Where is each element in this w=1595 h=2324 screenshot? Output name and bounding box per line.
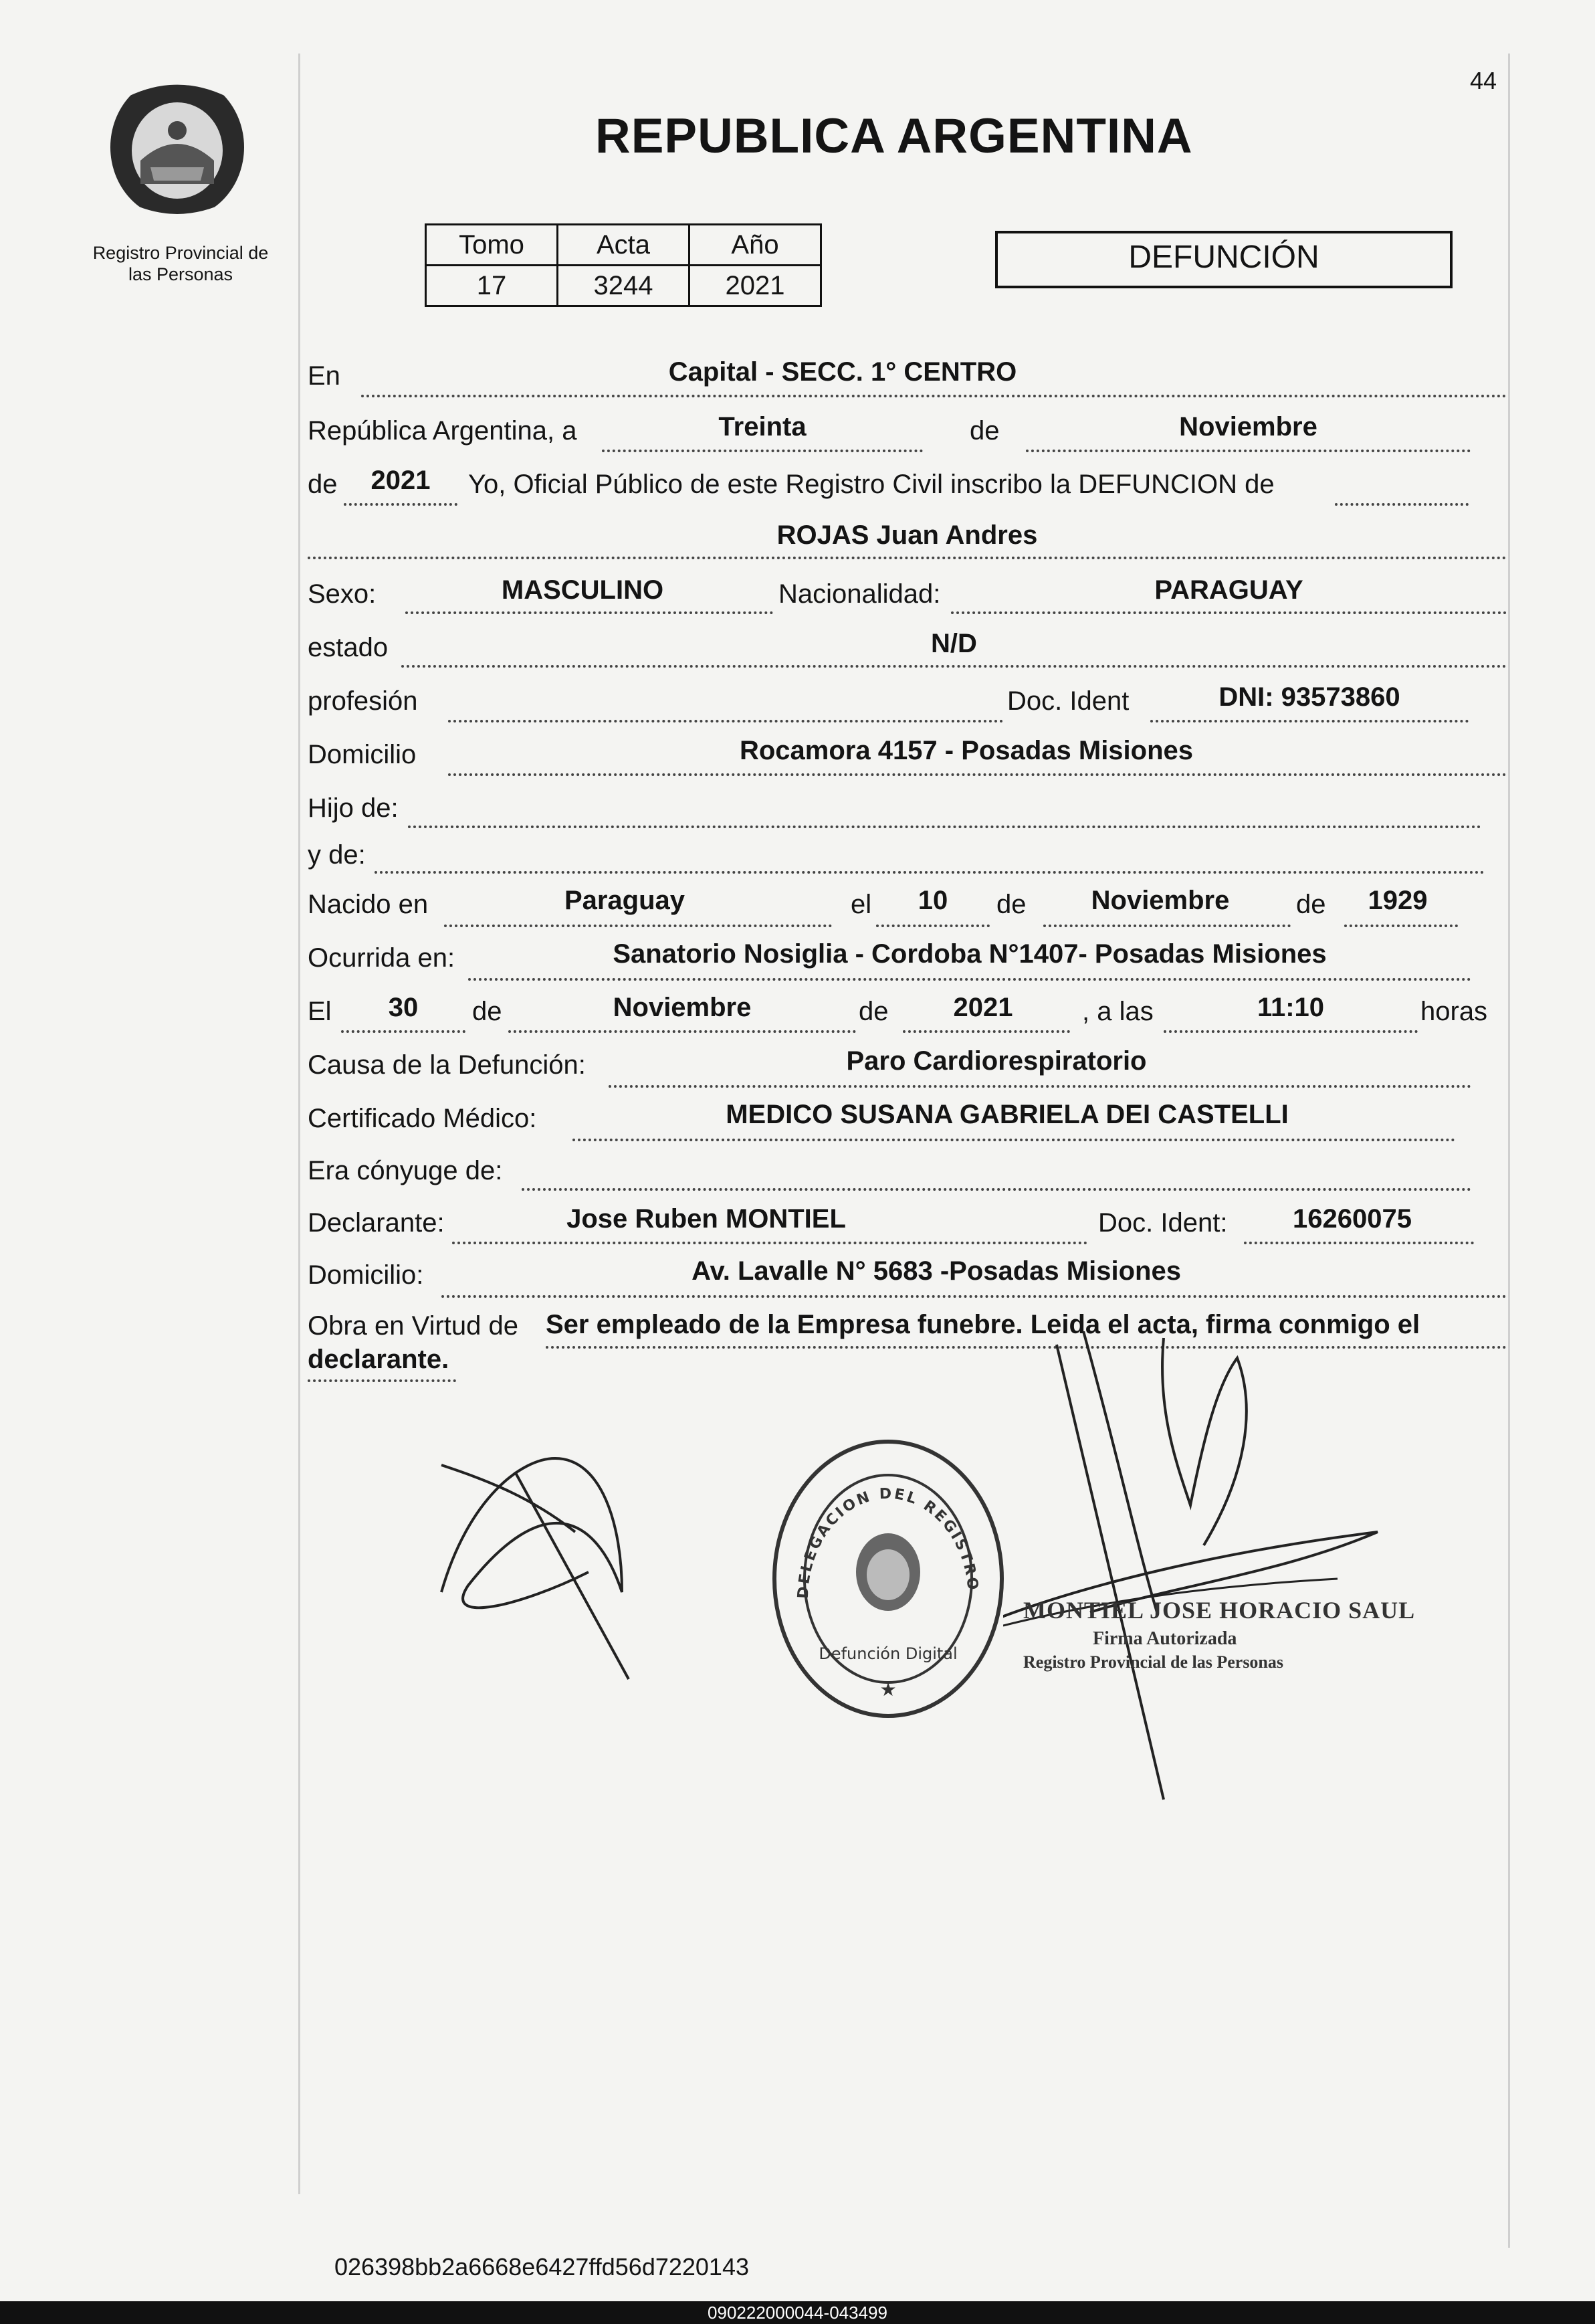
- death-day-value: 30: [388, 993, 419, 1022]
- declarante-domicilio-value: Av. Lavalle N° 5683 -Posadas Misiones: [692, 1256, 1181, 1286]
- ocurrida-dotted-line: [468, 978, 1471, 981]
- doc-ident-dotted-line: [1150, 720, 1469, 722]
- register-anio-value: 2021: [689, 266, 821, 306]
- doc-ident-label: Doc. Ident: [1007, 686, 1130, 716]
- ocurrida-value: Sanatorio Nosiglia - Cordoba N°1407- Posadas Misiones: [613, 939, 1327, 969]
- register-acta-value: 3244: [558, 266, 689, 306]
- conyuge-dotted-line: [522, 1188, 1471, 1191]
- ocurrida-label: Ocurrida en:: [308, 943, 455, 973]
- month-de-label: de: [970, 416, 1000, 446]
- profesion-label: profesión: [308, 686, 418, 716]
- month-dotted-line: [1026, 450, 1471, 452]
- name-dotted-line: [308, 557, 1507, 559]
- declarante-doc-label: Doc. Ident:: [1098, 1208, 1228, 1238]
- document-hash: 026398bb2a6668e6427ffd56d7220143: [334, 2253, 749, 2281]
- death-year-dotted-line: [903, 1030, 1070, 1033]
- declarante-dotted-line: [452, 1242, 1087, 1244]
- domicilio-value: Rocamora 4157 - Posadas Misiones: [739, 736, 1194, 765]
- death-month-de-label: de: [472, 997, 502, 1026]
- certificado-dotted-line: [572, 1139, 1455, 1141]
- hijo-label: Hijo de:: [308, 793, 399, 823]
- declarante-doc-value: 16260075: [1293, 1204, 1412, 1234]
- domicilio-label: Domicilio: [308, 740, 417, 769]
- yde-dotted-line: [375, 871, 1485, 874]
- year-de-label: de: [308, 470, 338, 499]
- estado-label: estado: [308, 633, 389, 662]
- register-header-row: [426, 225, 821, 266]
- authorized-role: Firma Autorizada: [1093, 1628, 1237, 1649]
- official-dotted-line: [1335, 503, 1469, 506]
- logo-caption: [67, 242, 294, 285]
- causa-value: Paro Cardiorespiratorio: [846, 1046, 1147, 1076]
- causa-label: Causa de la Defunción:: [308, 1050, 586, 1080]
- death-day-dotted-line: [341, 1030, 465, 1033]
- declarante-label: Declarante:: [308, 1208, 445, 1238]
- svg-text:★: ★: [879, 1679, 897, 1700]
- death-el-label: El: [308, 997, 332, 1026]
- birth-month-dotted-line: [1043, 925, 1291, 927]
- birth-el-label: el: [851, 890, 872, 919]
- stamp-inner-text: Defunción Digital: [819, 1644, 958, 1663]
- day-value: Treinta: [718, 412, 807, 442]
- birth-year-value: 1929: [1368, 886, 1428, 915]
- estado-value: N/D: [931, 629, 977, 658]
- certificado-label: Certificado Médico:: [308, 1104, 537, 1133]
- month-value: Noviembre: [1179, 412, 1317, 442]
- obra-value-line1: Ser empleado de la Empresa funebre. Leida el acta, firma conmigo el: [546, 1310, 1420, 1339]
- declarante-domicilio-label: Domicilio:: [308, 1260, 424, 1290]
- nacionalidad-label: Nacionalidad:: [778, 579, 941, 609]
- death-month-value: Noviembre: [613, 993, 752, 1022]
- death-time-value: 11:10: [1257, 993, 1325, 1022]
- en-dotted-line: [361, 395, 1507, 397]
- domicilio-dotted-line: [448, 773, 1507, 776]
- doc-ident-value: DNI: 93573860: [1218, 682, 1400, 712]
- obra-dotted-line2: [308, 1379, 456, 1382]
- profesion-dotted-line: [448, 720, 1003, 722]
- registrar-signature: [1003, 1331, 1418, 1813]
- death-year-value: 2021: [953, 993, 1013, 1022]
- day-dotted-line: [602, 450, 923, 452]
- nacido-label: Nacido en: [308, 890, 429, 919]
- conyuge-label: Era cónyuge de:: [308, 1156, 503, 1185]
- official-signature: [428, 1432, 669, 1686]
- death-time-dotted-line: [1164, 1030, 1418, 1033]
- declarante-domicilio-dotted-line: [441, 1295, 1507, 1298]
- authorized-name: MONTIEL JOSE HORACIO SAUL: [1023, 1597, 1416, 1624]
- register-tomo-value: 17: [426, 266, 558, 306]
- birth-year-dotted-line: [1344, 925, 1458, 927]
- footer-code: 090222000044-043499: [708, 2303, 887, 2323]
- stamp-ring-text: DELEGACION DEL REGISTRO: [794, 1485, 981, 1600]
- register-table: [425, 223, 822, 307]
- nacionalidad-dotted-line: [951, 611, 1507, 614]
- death-year-de-label: de: [859, 997, 889, 1026]
- register-header-anio: Año: [689, 225, 821, 266]
- page-number: 44: [1470, 67, 1497, 94]
- nacido-dotted-line: [444, 925, 832, 927]
- obra-value-line2: declarante.: [308, 1345, 449, 1374]
- sexo-label: Sexo:: [308, 579, 377, 609]
- left-margin-line: [298, 54, 300, 2194]
- horas-label: horas: [1420, 997, 1488, 1026]
- registry-round-stamp: [768, 1432, 1008, 1726]
- deceased-name: ROJAS Juan Andres: [776, 520, 1038, 550]
- footer-bar: [0, 2301, 1595, 2324]
- logo-caption-line2: las Personas: [128, 264, 233, 284]
- birth-day-value: 10: [918, 886, 948, 915]
- estado-dotted-line: [401, 665, 1507, 668]
- official-text: Yo, Oficial Público de este Registro Civil inscribo la DEFUNCION de: [468, 470, 1275, 499]
- sexo-value: MASCULINO: [501, 575, 664, 605]
- certificado-value: MEDICO SUSANA GABRIELA DEI CASTELLI: [726, 1100, 1289, 1129]
- birth-month-value: Noviembre: [1091, 886, 1230, 915]
- obra-label: Obra en Virtud de: [308, 1311, 519, 1341]
- declarante-value: Jose Ruben MONTIEL: [566, 1204, 846, 1234]
- birth-month-de-label: de: [996, 890, 1027, 919]
- right-margin-line: [1508, 54, 1510, 2248]
- sexo-dotted-line: [405, 611, 773, 614]
- nacido-place-value: Paraguay: [564, 886, 685, 915]
- logo-caption-line1: Registro Provincial de: [92, 243, 269, 263]
- causa-dotted-line: [609, 1085, 1471, 1088]
- en-label: En: [308, 361, 340, 391]
- authorized-signature-stamp: [1023, 1596, 1416, 1703]
- nacionalidad-value: PARAGUAY: [1154, 575, 1303, 605]
- declarante-doc-dotted-line: [1244, 1242, 1474, 1244]
- year-dotted-line: [344, 503, 457, 506]
- year-value: 2021: [370, 466, 431, 495]
- birth-year-de-label: de: [1296, 890, 1326, 919]
- en-value: Capital - SECC. 1° CENTRO: [668, 357, 1017, 387]
- hijo-dotted-line: [408, 826, 1481, 828]
- register-header-tomo: Tomo: [426, 225, 558, 266]
- death-month-dotted-line: [508, 1030, 856, 1033]
- province-coat-of-arms: [100, 67, 254, 227]
- alas-label: , a las: [1082, 997, 1154, 1026]
- register-header-acta: Acta: [558, 225, 689, 266]
- authorized-org: Registro Provincial de las Personas: [1023, 1652, 1284, 1672]
- yde-label: y de:: [308, 840, 366, 870]
- document-title: REPUBLICA ARGENTINA: [595, 109, 1193, 163]
- register-value-row: [426, 266, 821, 306]
- act-type-box: DEFUNCIÓN: [995, 231, 1453, 288]
- republica-label: República Argentina, a: [308, 416, 577, 446]
- birth-day-dotted-line: [876, 925, 990, 927]
